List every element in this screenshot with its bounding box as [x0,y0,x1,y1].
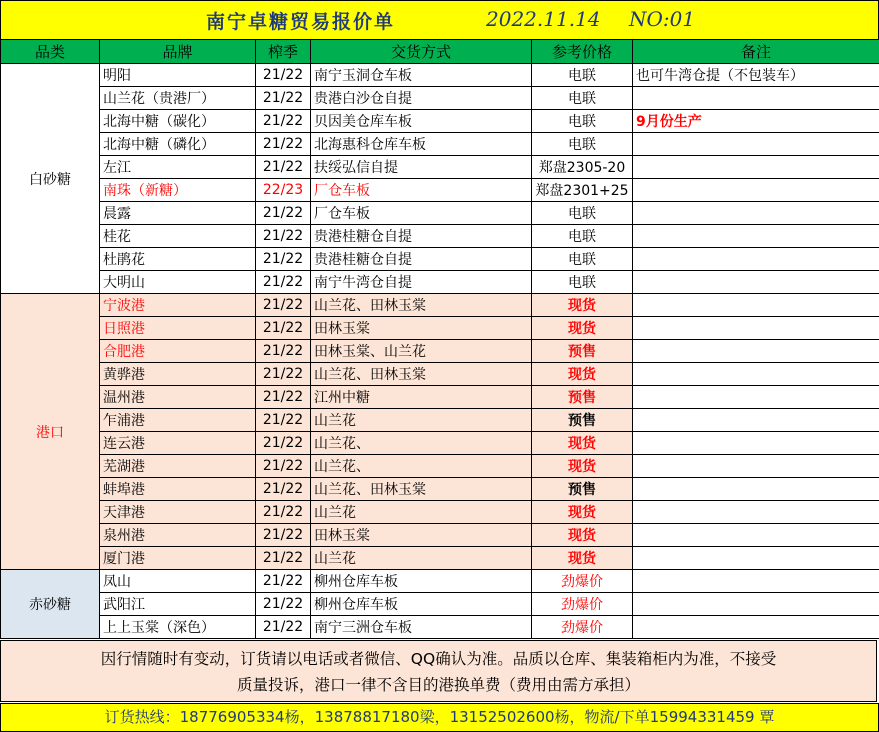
price-cell: 现货 [532,363,633,386]
company-title: 南宁卓糖贸易报价单 [206,7,395,34]
note-cell [633,340,879,363]
price-cell: 劲爆价 [532,570,633,593]
note-cell [633,501,879,524]
season-cell: 21/22 [256,87,311,110]
season-cell: 21/22 [256,202,311,225]
notice-box [0,640,877,702]
table-row [1,202,879,225]
price-cell: 电联 [532,225,633,248]
brand-cell: 北海中糖（磷化） [100,133,256,156]
note-cell [633,386,879,409]
note-cell [633,524,879,547]
season-cell: 21/22 [256,317,311,340]
delivery-cell: 山兰花 [311,409,532,432]
delivery-cell: 柳州仓库车板 [311,570,532,593]
brand-cell: 温州港 [100,386,256,409]
price-cell: 郑盘2305-20 [532,156,633,179]
table-row [1,225,879,248]
table-row [1,501,879,524]
note-cell [633,248,879,271]
brand-cell: 蚌埠港 [100,478,256,501]
price-cell: 电联 [532,271,633,294]
season-cell: 21/22 [256,248,311,271]
season-cell: 21/22 [256,363,311,386]
delivery-cell: 贵港桂糖仓自提 [311,248,532,271]
delivery-cell: 田林玉棠、山兰花 [311,340,532,363]
note-cell [633,616,879,639]
delivery-cell: 南宁三洲仓车板 [311,616,532,639]
quote-date: 2022.11.14 [486,7,601,31]
title-bar [0,0,879,40]
col-header-season: 榨季 [256,40,311,64]
col-header-note: 备注 [633,40,879,64]
table-row [1,64,879,87]
brand-cell: 日照港 [100,317,256,340]
note-cell [633,363,879,386]
notice-line-1: 因行情随时有变动，订货请以电话或者微信、QQ确认为准。品质以仓库、集装箱柜内为准，不接受 [1,646,876,672]
order-hotline: 订货热线：18776905334杨，13878817180梁，13152502600杨，物流/下单15994331459 覃 [0,703,879,732]
price-cell: 现货 [532,432,633,455]
category-brown-sugar: 赤砂糖 [1,570,100,639]
table-row [1,524,879,547]
table-row [1,593,879,616]
brand-cell: 晨露 [100,202,256,225]
season-cell: 21/22 [256,501,311,524]
brand-cell: 连云港 [100,432,256,455]
brand-cell: 大明山 [100,271,256,294]
season-cell: 21/22 [256,455,311,478]
brand-cell: 厦门港 [100,547,256,570]
note-cell: 9月份生产 [633,110,879,133]
brand-cell: 桂花 [100,225,256,248]
table-row [1,87,879,110]
delivery-cell: 田林玉棠 [311,524,532,547]
brand-cell: 合肥港 [100,340,256,363]
table-row [1,547,879,570]
brand-cell: 天津港 [100,501,256,524]
note-cell [633,547,879,570]
note-cell [633,225,879,248]
price-cell: 预售 [532,386,633,409]
season-cell: 21/22 [256,133,311,156]
season-cell: 21/22 [256,294,311,317]
delivery-cell: 山兰花、 [311,432,532,455]
season-cell: 21/22 [256,386,311,409]
season-cell: 21/22 [256,271,311,294]
price-cell: 电联 [532,87,633,110]
delivery-cell: 贝因美仓库车板 [311,110,532,133]
brand-cell: 黄骅港 [100,363,256,386]
delivery-cell: 扶绥弘信自提 [311,156,532,179]
note-cell [633,179,879,202]
delivery-cell: 厂仓车板 [311,179,532,202]
season-cell: 21/22 [256,340,311,363]
season-cell: 21/22 [256,64,311,87]
season-cell: 21/22 [256,478,311,501]
season-cell: 21/22 [256,225,311,248]
price-cell: 预售 [532,478,633,501]
price-cell: 电联 [532,110,633,133]
delivery-cell: 南宁玉洞仓车板 [311,64,532,87]
delivery-cell: 山兰花 [311,547,532,570]
brand-cell: 泉州港 [100,524,256,547]
table-row [1,133,879,156]
brand-cell: 芜湖港 [100,455,256,478]
table-row [1,248,879,271]
note-cell [633,87,879,110]
note-cell [633,202,879,225]
brand-cell: 明阳 [100,64,256,87]
note-cell [633,133,879,156]
table-header-row [1,40,879,64]
note-cell [633,409,879,432]
delivery-cell: 柳州仓库车板 [311,593,532,616]
brand-cell: 上上玉棠（深色） [100,616,256,639]
table-row [1,340,879,363]
brand-cell: 南珠（新糖） [100,179,256,202]
note-cell [633,271,879,294]
note-cell [633,593,879,616]
quote-number: NO:01 [629,7,695,31]
delivery-cell: 厂仓车板 [311,202,532,225]
delivery-cell: 南宁牛湾仓自提 [311,271,532,294]
table-row [1,409,879,432]
season-cell: 21/22 [256,616,311,639]
table-row [1,294,879,317]
table-row [1,317,879,340]
price-cell: 预售 [532,340,633,363]
brand-cell: 宁波港 [100,294,256,317]
price-cell: 劲爆价 [532,616,633,639]
price-cell: 郑盘2301+25 [532,179,633,202]
brand-cell: 武阳江 [100,593,256,616]
brand-cell: 左江 [100,156,256,179]
category-port: 港口 [1,294,100,570]
table-row [1,110,879,133]
price-cell: 劲爆价 [532,593,633,616]
brand-cell: 北海中糖（碳化） [100,110,256,133]
delivery-cell: 山兰花、田林玉棠 [311,478,532,501]
table-row [1,271,879,294]
note-cell [633,478,879,501]
price-cell: 现货 [532,455,633,478]
brand-cell: 杜鹃花 [100,248,256,271]
table-row [1,478,879,501]
price-cell: 现货 [532,317,633,340]
table-row [1,363,879,386]
price-cell: 电联 [532,133,633,156]
note-cell: 也可牛湾仓提（不包装车） [633,64,879,87]
price-cell: 电联 [532,64,633,87]
season-cell: 21/22 [256,547,311,570]
table-row [1,386,879,409]
season-cell: 22/23 [256,179,311,202]
brand-cell: 凤山 [100,570,256,593]
delivery-cell: 山兰花 [311,501,532,524]
price-cell: 现货 [532,547,633,570]
table-row [1,179,879,202]
season-cell: 21/22 [256,570,311,593]
col-header-delivery: 交货方式 [311,40,532,64]
price-table [0,39,879,639]
brand-cell: 乍浦港 [100,409,256,432]
delivery-cell: 江州中糖 [311,386,532,409]
price-cell: 现货 [532,524,633,547]
season-cell: 21/22 [256,524,311,547]
season-cell: 21/22 [256,156,311,179]
delivery-cell: 贵港桂糖仓自提 [311,225,532,248]
price-cell: 预售 [532,409,633,432]
note-cell [633,455,879,478]
price-cell: 现货 [532,501,633,524]
col-header-price: 参考价格 [532,40,633,64]
note-cell [633,294,879,317]
delivery-cell: 山兰花、 [311,455,532,478]
delivery-cell: 山兰花、田林玉棠 [311,363,532,386]
table-row [1,570,879,593]
season-cell: 21/22 [256,409,311,432]
price-cell: 电联 [532,202,633,225]
table-row [1,432,879,455]
table-row [1,455,879,478]
category-white-sugar: 白砂糖 [1,64,100,294]
note-cell [633,570,879,593]
delivery-cell: 山兰花、田林玉棠 [311,294,532,317]
brand-cell: 山兰花（贵港厂） [100,87,256,110]
note-cell [633,432,879,455]
price-cell: 电联 [532,248,633,271]
delivery-cell: 田林玉棠 [311,317,532,340]
price-cell: 现货 [532,294,633,317]
note-cell [633,156,879,179]
col-header-brand: 品牌 [100,40,256,64]
season-cell: 21/22 [256,110,311,133]
delivery-cell: 北海惠科仓库车板 [311,133,532,156]
notice-line-2: 质量投诉，港口一律不含目的港换单费（费用由需方承担） [1,672,876,698]
delivery-cell: 贵港白沙仓自提 [311,87,532,110]
season-cell: 21/22 [256,432,311,455]
col-header-category: 品类 [1,40,100,64]
note-cell [633,317,879,340]
season-cell: 21/22 [256,593,311,616]
table-row [1,156,879,179]
table-row [1,616,879,639]
